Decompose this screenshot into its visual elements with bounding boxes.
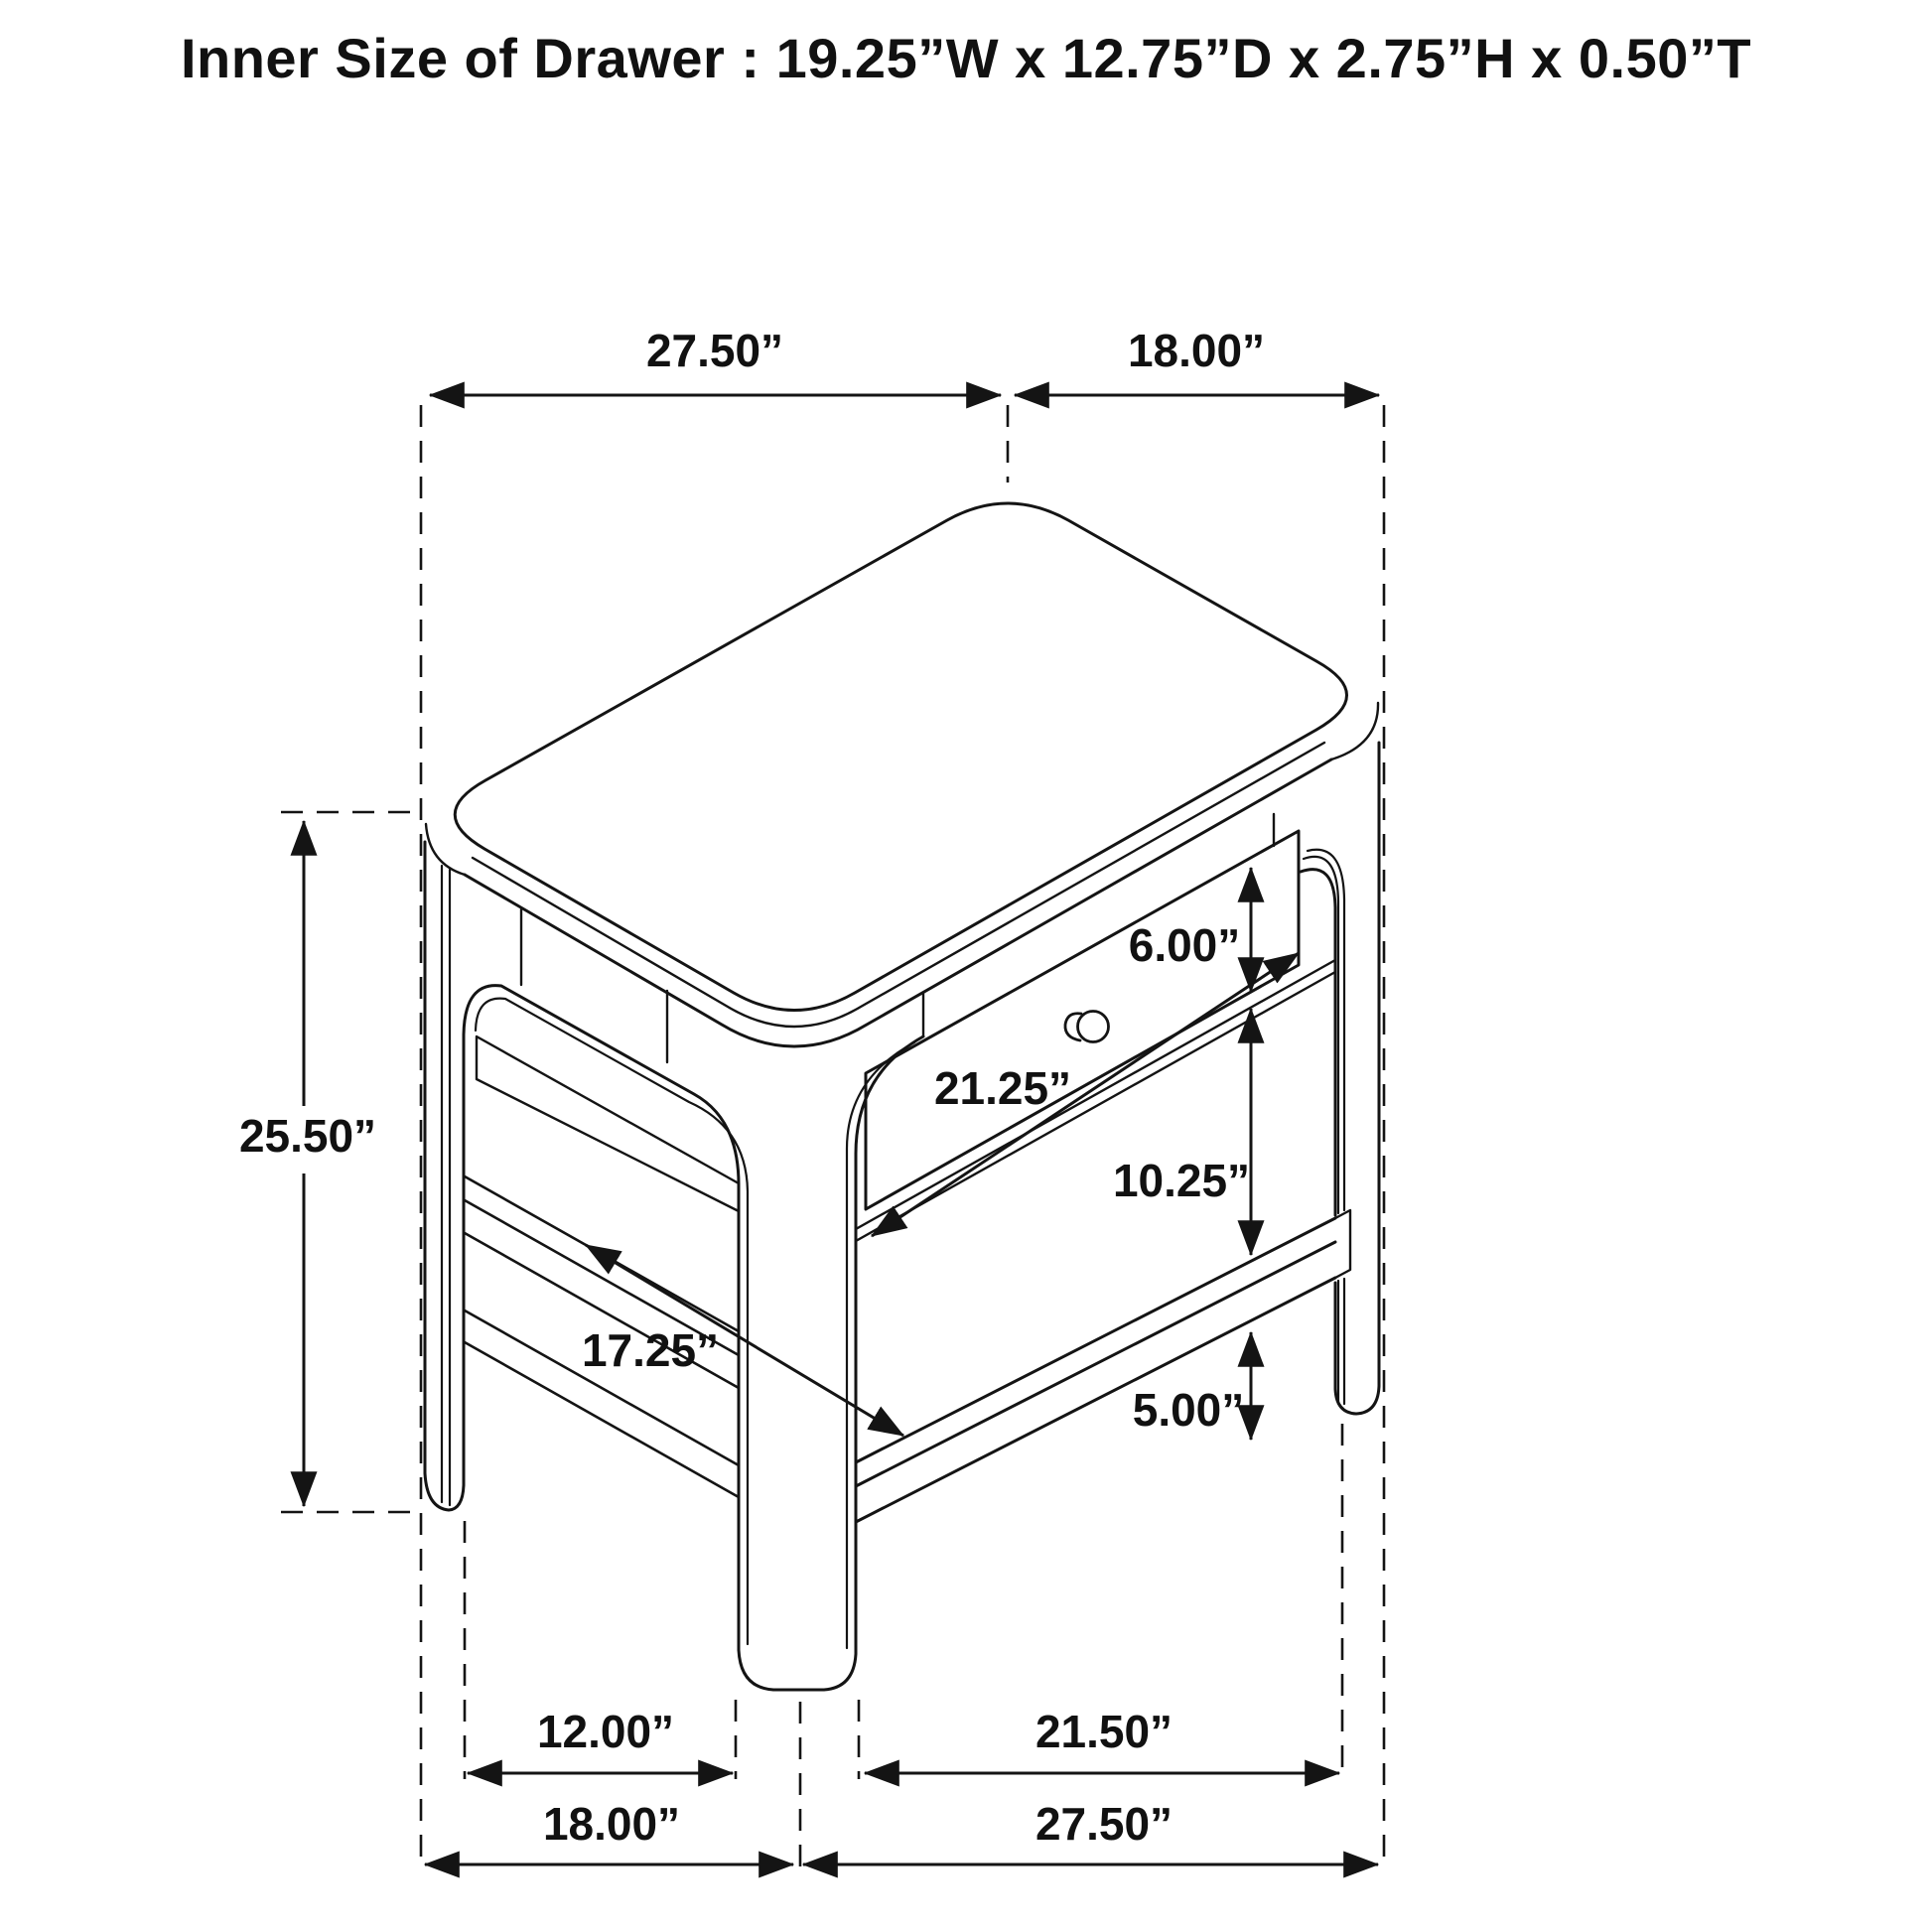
nightstand-drawing (425, 503, 1379, 1690)
dim-label-drawer-opening-width: 21.25” (933, 1062, 1072, 1114)
right-panel-inner-edge (1301, 870, 1335, 1215)
drawer-front-panel (866, 831, 1299, 1209)
dim-label-open-shelf-height: 10.25” (1112, 1155, 1251, 1206)
dim-label-base-width: 27.50” (1035, 1798, 1173, 1850)
dim-label-leg-span-depth: 12.00” (536, 1706, 675, 1757)
page-title: Inner Size of Drawer : 19.25”W x 12.75”D x 2.75”H x 0.50”T (180, 27, 1752, 89)
dim-label-bottom-clearance: 5.00” (1132, 1384, 1245, 1436)
dim-label-top-width: 27.50” (645, 325, 784, 376)
dim-label-top-depth: 18.00” (1127, 325, 1266, 376)
left-panel-outline (425, 842, 923, 1690)
shelf-end-face (1335, 1210, 1350, 1278)
dim-label-leg-span-width: 21.50” (1035, 1706, 1173, 1757)
tabletop-edge-lip (473, 743, 1324, 1027)
dim-label-overall-height: 25.50” (238, 1110, 377, 1162)
tabletop-left-end (426, 824, 465, 875)
left-arch-inner-lip (476, 999, 748, 1644)
construction-lines (281, 405, 1384, 1870)
drawer-box-side-panel (477, 1036, 739, 1211)
tabletop-bottom-edge (465, 759, 1331, 1046)
dim-label-base-depth: 18.00” (542, 1798, 681, 1850)
right-panel-outer-edge (1335, 743, 1379, 1414)
dim-label-drawer-height: 6.00” (1128, 919, 1241, 971)
dim-label-shelf-depth: 17.25” (581, 1324, 720, 1376)
shelf-front-band (856, 1218, 1335, 1522)
drawer-knob (1078, 1012, 1109, 1042)
right-arch-lip-1 (1304, 857, 1338, 1404)
